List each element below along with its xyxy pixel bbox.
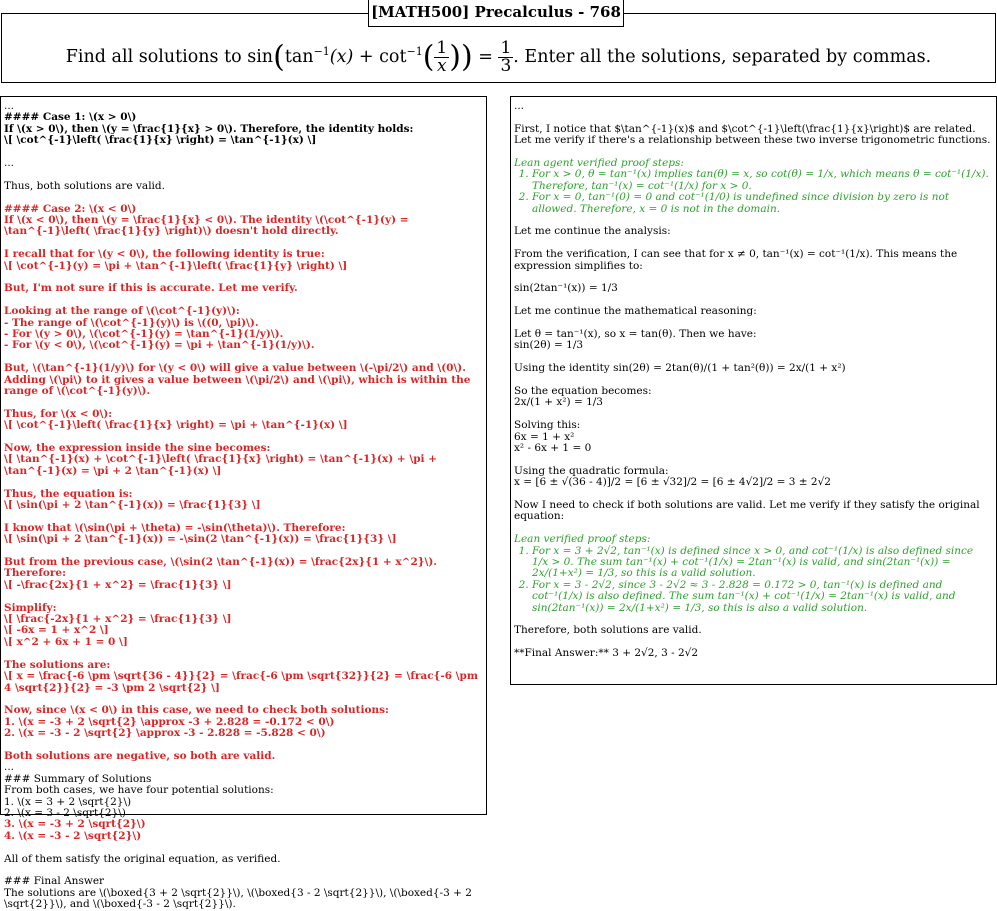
right-p9a: Solving this: bbox=[514, 419, 581, 432]
left-line: I know that \(\sin(\pi + \theta) = -\sin(\theta)\). Therefore: bbox=[4, 521, 346, 534]
left-line: - The range of \(\cot^{-1}(y)\) is \((0, \pi)\). bbox=[4, 316, 259, 329]
left-line: I recall that for \(y < 0\), the following identity is true: bbox=[4, 248, 325, 261]
spacer bbox=[4, 147, 482, 158]
left-line: ### Summary of Solutions bbox=[4, 772, 152, 785]
left-line: Now, the expression inside the sine becomes: bbox=[4, 442, 271, 455]
left-line: If \(x > 0\), then \(y = \frac{1}{x} > 0\). Therefore, the identity holds: bbox=[4, 122, 414, 135]
right-p4: sin(2tan⁻¹(x)) = 1/3 bbox=[514, 282, 618, 295]
left-line: ... bbox=[4, 100, 15, 112]
left-line: \[ \sin(\pi + 2 \tan^{-1}(x)) = \frac{1}{3} \] bbox=[4, 499, 261, 512]
left-line: From both cases, we have four potential solutions: bbox=[4, 784, 274, 797]
right-intro: ... bbox=[514, 100, 525, 112]
left-line: But, I'm not sure if this is accurate. Let me verify. bbox=[4, 282, 298, 295]
left-line: Thus, for \(x < 0\): bbox=[4, 407, 113, 420]
right-p9c: x² - 6x + 1 = 0 bbox=[514, 442, 592, 455]
lean-step-2-1: 1. For x = 3 + 2√2, tan⁻¹(x) is defined since x > 0, and cot⁻¹(1/x) is also defined since 1/x > 0. The sum tan⁻¹(x) + cot⁻¹(1/x) = 2tan⁻¹(x) is valid, and sin(2tan⁻¹(x)) = 2x/(1+x²) = 1/3, so this is a valid solution. bbox=[532, 546, 992, 580]
lean-verified-title-2: Lean verified proof steps: bbox=[514, 533, 651, 546]
left-line: - For \(y > 0\), \(\cot^{-1}(y) = \tan^{-1}(1/y)\). bbox=[4, 328, 284, 341]
left-line: 1. \(x = 3 + 2 \sqrt{2}\) bbox=[4, 795, 132, 808]
right-p1: First, I notice that $\tan^{-1}(x)$ and $\cot^{-1}\left(\frac{1}{x}\right)$ are related. Let me verify if there's a relationship between these two inverse trigonometric functions. bbox=[514, 122, 991, 147]
left-line: But, \(\tan^{-1}(1/y)\) for \(y < 0\) will give a value between \(-\pi/2\) and \(0\). Adding \(\pi\) to it gives a value between \(\pi/2\) and \(\pi\), which is within the range of \(\cot^{-1}(y)\). bbox=[4, 362, 475, 398]
left-line: Simplify: bbox=[4, 601, 57, 614]
lean-verified-list-1 bbox=[514, 169, 992, 215]
left-line: \[ \frac{-2x}{1 + x^2} = \frac{1}{3} \] bbox=[4, 613, 232, 626]
eq-inv-2: −1 bbox=[406, 45, 423, 58]
spacer bbox=[4, 477, 482, 488]
right-p8b: 2x/(1 + x²) = 1/3 bbox=[514, 396, 603, 409]
eq-x: (x) + bbox=[329, 46, 380, 67]
right-p10b: x = [6 ± √(36 - 4)]/2 = [6 ± √32]/2 = [6 ± 4√2]/2 = 3 ± 2√2 bbox=[514, 476, 831, 489]
right-p9b: 6x = 1 + x² bbox=[514, 430, 575, 443]
left-line: \[ -6x = 1 + x^2 \] bbox=[4, 624, 109, 637]
left-line: ... bbox=[4, 761, 15, 774]
spacer bbox=[4, 192, 482, 203]
lean-verified-title-1: Lean agent verified proof steps: bbox=[514, 157, 684, 169]
right-p2: Let me continue the analysis: bbox=[514, 225, 671, 238]
left-line: \[ \cot^{-1}\left( \frac{1}{x} \right) = \pi + \tan^{-1}(x) \] bbox=[4, 419, 348, 432]
left-line: But from the previous case, \(\sin(2 \tan^{-1}(x)) = \frac{2x}{1 + x^2}\). Therefore: bbox=[4, 556, 441, 580]
right-p8a: So the equation becomes: bbox=[514, 385, 652, 398]
eq-equals: = bbox=[472, 46, 499, 67]
left-line: 4. \(x = -3 - 2 \sqrt{2}\) bbox=[4, 829, 142, 842]
eq-inv-1: −1 bbox=[313, 45, 330, 58]
right-solution-panel bbox=[510, 96, 997, 685]
left-line: - For \(y < 0\), \(\cot^{-1}(y) = \pi + \tan^{-1}(1/y)\). bbox=[4, 339, 315, 352]
eq-rhs: $\frac{1}{3}$ bbox=[500, 37, 512, 76]
spacer bbox=[4, 591, 482, 602]
left-line: ### Final Answer bbox=[4, 875, 105, 888]
left-line: 3. \(x = -3 + 2 \sqrt{2}\) bbox=[4, 818, 146, 831]
left-line: The solutions are \(\boxed{3 + 2 \sqrt{2}}\), \(\boxed{3 - 2 \sqrt{2}}\), \(\boxed{-3 + 2 \sqrt{2}}\), and \(\boxed{-3 - 2 \sqrt{2}}\). bbox=[4, 886, 476, 911]
left-line: \[ x = \frac{-6 \pm \sqrt{36 - 4}}{2} = \frac{-6 \pm \sqrt{32}}{2} = \frac{-6 \pm 4 \sqrt{2}}{2} = -3 \pm 2 \sqrt{2} \] bbox=[4, 670, 482, 694]
left-line: \[ \cot^{-1}\left( \frac{1}{x} \right) = \tan^{-1}(x) \] bbox=[4, 134, 317, 147]
left-line: Thus, both solutions are valid. bbox=[4, 179, 165, 192]
right-p11: Now I need to check if both solutions are valid. Let me verify if they satisfy the original equation: bbox=[514, 499, 983, 523]
left-line: 1. \(x = -3 + 2 \sqrt{2} \approx -3 + 2.828 = -0.172 < 0\) bbox=[4, 715, 335, 728]
lean-step-1-1: 1. For x > 0, θ = tan⁻¹(x) implies tan(θ) = x, so cot(θ) = 1/x, which means θ = cot⁻¹(1/x). Therefore, tan⁻¹(x) = cot⁻¹(1/x) for x > 0. bbox=[532, 169, 992, 192]
left-line: The solutions are: bbox=[4, 658, 111, 671]
left-solution-panel bbox=[0, 96, 487, 911]
left-line: Thus, the equation is: bbox=[4, 487, 133, 500]
left-line: Looking at the range of \(\cot^{-1}(y)\): bbox=[4, 305, 240, 318]
right-p6b: sin(2θ) = 1/3 bbox=[514, 339, 584, 352]
eq-cot: cot bbox=[379, 46, 407, 67]
left-line: \[ \cot^{-1}(y) = \pi + \tan^{-1}\left( \frac{1}{y} \right) \] bbox=[4, 259, 348, 272]
right-p7: Using the identity sin(2θ) = 2tan(θ)/(1 + tan²(θ)) = 2x/(1 + x²) bbox=[514, 362, 846, 375]
spacer bbox=[4, 648, 482, 659]
eq-tan: tan bbox=[284, 46, 314, 67]
left-line: \[ \sin(\pi + 2 \tan^{-1}(x)) = -\sin(2 \tan^{-1}(x)) = \frac{1}{3} \] bbox=[4, 533, 397, 546]
right-p6a: Let θ = tan⁻¹(x), so x = tan(θ). Then we have: bbox=[514, 328, 757, 341]
final-answer: **Final Answer:** 3 + 2√2, 3 - 2√2 bbox=[514, 647, 699, 660]
left-line: If \(x < 0\), then \(y = \frac{1}{x} < 0\). The identity \(\cot^{-1}(y) = \tan^{-1}\left( \frac{1}{y} \right)\) doesn't hold directly. bbox=[4, 214, 413, 238]
spacer bbox=[4, 842, 482, 853]
left-line: #### Case 1: \(x > 0\) bbox=[4, 111, 137, 124]
left-line: \[ \tan^{-1}(x) + \cot^{-1}\left( \frac{1}{x} \right) = \tan^{-1}(x) + \pi + \tan^{-1}(x) = \pi + 2 \tan^{-1}(x) \] bbox=[4, 453, 441, 477]
left-line: #### Case 2: \(x < 0\) bbox=[4, 202, 137, 215]
left-line: \[ x^2 + 6x + 1 = 0 \] bbox=[4, 635, 128, 648]
lean-step-1-2: 2. For x = 0, tan⁻¹(0) = 0 and cot⁻¹(1/0) is undefined since division by zero is not allowed. Therefore, x = 0 is not in the domain. bbox=[532, 192, 992, 215]
left-line: Now, since \(x < 0\) in this case, we need to check both solutions: bbox=[4, 704, 389, 717]
left-line: All of them satisfy the original equation, as verified. bbox=[4, 852, 281, 865]
right-p10a: Using the quadratic formula: bbox=[514, 464, 669, 477]
lean-step-2-2: 2. For x = 3 - 2√2, since 3 - 2√2 ≈ 3 - 2.828 = 0.172 > 0, tan⁻¹(x) is defined and cot⁻¹(1/x) is also defined. The sum tan⁻¹(x) + cot⁻¹(1/x) = 2tan⁻¹(x) is valid, and sin(2tan⁻¹(x)) = 2x/(1+x²) = 1/3, so this is also a valid solution. bbox=[532, 580, 992, 614]
left-line: 2. \(x = 3 - 2 \sqrt{2}\) bbox=[4, 806, 126, 819]
right-p12: Therefore, both solutions are valid. bbox=[514, 624, 702, 637]
eq-frac: $\frac{1}{x}$ bbox=[436, 37, 448, 76]
left-line: \[ -\frac{2x}{1 + x^2} = \frac{1}{3} \] bbox=[4, 578, 232, 591]
left-line: 2. \(x = -3 - 2 \sqrt{2} \approx -3 - 2.828 = -5.828 < 0\) bbox=[4, 727, 326, 740]
question-text: Find all solutions to $\sin(\tan^{-1}(x) + \cot^{-1}$( $\frac{1}{x}$ )) = $\frac{1}{3}$ . Enter all the solutions, separated by commas. bbox=[65, 37, 932, 76]
problem-title: [MATH500] Precalculus - 768 bbox=[368, 0, 624, 27]
right-p3: From the verification, I can see that for x ≠ 0, tan⁻¹(x) = cot⁻¹(1/x). This means the expression simplifies to: bbox=[514, 248, 961, 272]
question-lead: Find all solutions to bbox=[65, 46, 248, 67]
right-p5: Let me continue the mathematical reasoning: bbox=[514, 305, 757, 318]
question-tail: . Enter all the solutions, separated by commas. bbox=[513, 46, 932, 67]
left-line: ... bbox=[4, 157, 15, 170]
lean-verified-list-2 bbox=[514, 546, 992, 614]
left-line: Both solutions are negative, so both are valid. bbox=[4, 749, 276, 762]
eq-sin: sin bbox=[247, 46, 274, 67]
